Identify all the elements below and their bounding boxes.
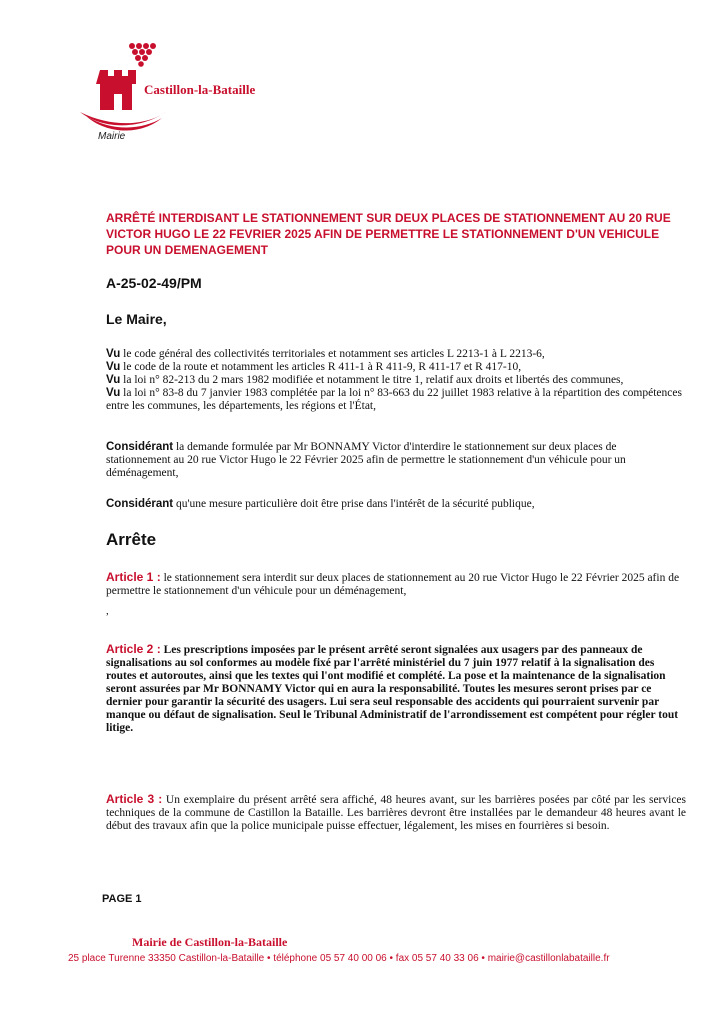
considerant-clause <box>106 441 681 480</box>
vu-keyword: Vu <box>106 361 121 373</box>
considerant-text: qu'une mesure particulière doit être prise dans l'intérêt de la sécurité publique, <box>175 498 535 510</box>
vu-clause <box>106 361 686 374</box>
considerant-keyword: Considérant <box>106 498 174 510</box>
considerant-text: la demande formulée par Mr BONNAMY Victor d'interdire le stationnement sur deux places de stationnement au 20 rue Victor Hugo le 22 Février 2025 afin de permettre le stationnement d'un véhicule pour un déménagement, <box>106 441 626 479</box>
article-1 <box>106 571 681 598</box>
article-text: Les prescriptions imposées par le présent arrêté seront signalées aux usagers par des panneaux de signalisations au sol conformes au modèle fixé par l'arrêté ministériel du 7 juin 1977 relatif à la signalisation des routes et autoroutes, ainsi que les textes qui l'ont modifié et complété. La pose et la maintenance de la signalisation seront assurées par Mr BONNAMY Victor qui en aura la responsabilité. Toutes les mesures seront prises par ce dernier pour garantir la sécurité des usagers. Lui sera seul responsable des accidents qui pourraient survenir par manque ou défaut de signalisation. Seul le Tribunal Administratif de l'arrondissement est compétent pour régler tout litige. <box>106 644 679 734</box>
footer-mairie-name: Mairie de Castillon-la-Bataille <box>132 935 288 949</box>
authority-heading: Le Maire, <box>106 311 167 327</box>
decree-reference: A-25-02-49/PM <box>106 275 202 291</box>
vu-keyword: Vu <box>106 348 121 360</box>
vu-keyword: Vu <box>106 387 121 399</box>
logo-mairie-label: Mairie <box>98 131 126 142</box>
considerant-clause <box>106 498 681 511</box>
article-label: Article 3 : <box>106 792 163 806</box>
article-text: le stationnement sera interdit sur deux places de stationnement au 20 rue Victor Hugo le 22 Février 2025 afin de permettre le stationnement d'un véhicule pour un déménagement, <box>106 572 680 597</box>
vu-clauses <box>106 348 686 413</box>
vu-text: la loi n° 83-8 du 7 janvier 1983 complétée par la loi n° 83-663 du 22 juillet 1983 relative à la répartition des compétences entre les communes, les départements, les régions et l'État, <box>106 387 682 412</box>
footer-address: 25 place Turenne 33350 Castillon-la-Bataille • téléphone 05 57 40 00 06 • fax 05 57 40 33 06 • mairie@castillonlabataille.fr <box>68 953 610 964</box>
logo-town-name: Castillon-la-Bataille <box>144 82 256 97</box>
arrete-heading: Arrête <box>106 530 157 549</box>
article-label: Article 1 : <box>106 570 161 584</box>
stray-mark: , <box>106 605 109 617</box>
page-number: PAGE 1 <box>102 893 142 905</box>
decree-title: ARRÊTÉ INTERDISANT LE STATIONNEMENT SUR DEUX PLACES DE STATIONNEMENT AU 20 RUE VICTOR HUGO LE 22 FEVRIER 2025 AFIN DE PERMETTRE LE STATIONNEMENT D'UN VEHICULE POUR UN DEMENAGEMENT <box>106 211 671 257</box>
vu-text: le code général des collectivités territoriales et notamment ses articles L 2213-1 à L 2213-6, <box>123 348 545 360</box>
article-text: Un exemplaire du présent arrêté sera affiché, 48 heures avant, sur les barrières posées par côté par les services techniques de la commune de Castillon la Bataille. Les barrières devront être installées par le demandeur 48 heures avant le début des travaux afin que la police municipale puisse effectuer, légalement, les mises en fourrières si besoin. <box>106 794 687 832</box>
vu-clause <box>106 374 686 387</box>
town-logo <box>76 40 306 150</box>
vu-clause <box>106 348 686 361</box>
vu-text: le code de la route et notamment les articles R 411-1 à R 411-9, R 411-17 et R 417-10, <box>123 361 522 373</box>
considerant-keyword: Considérant <box>106 441 174 453</box>
article-label: Article 2 : <box>106 642 161 656</box>
vu-text: la loi n° 82-213 du 2 mars 1982 modifiée et notamment le titre 1, relatif aux droits et libertés des communes, <box>123 374 624 386</box>
article-2 <box>106 643 686 735</box>
vu-keyword: Vu <box>106 374 121 386</box>
article-3 <box>106 793 686 833</box>
vu-clause <box>106 387 686 413</box>
